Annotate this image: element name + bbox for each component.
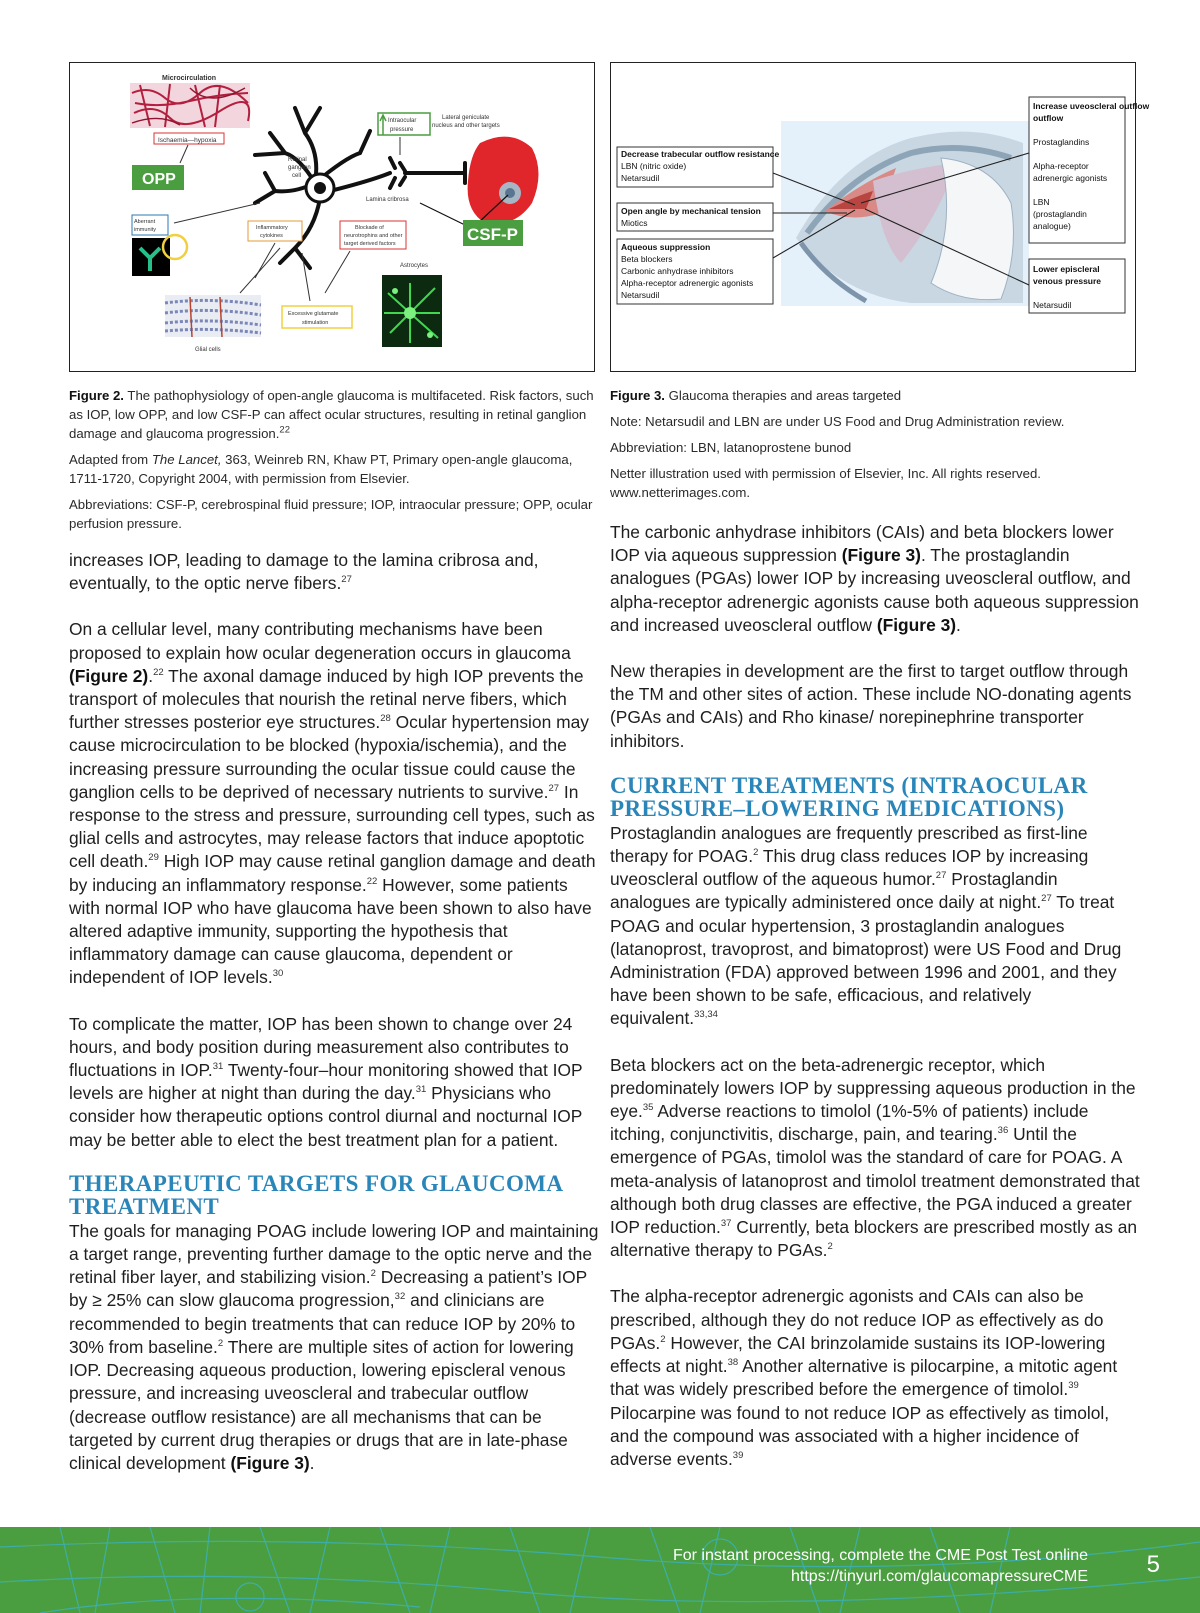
right-paragraph-3: Prostaglandin analogues are frequently prescribed as first-line therapy for POAG.$^2$ This drug class reduces IOP by increasing uveoscleral outflow of the aqueous humor.$^{27}$ Prostaglandin analogues are typically administered once daily at night.$^{27}$ To treat POAG and ocular hypertension, 3 prostaglandin analogues (latanoprost, travoprost, and bimatoprost) were US Food and Drug Administration (FDA) approved between 1996 and 2001, and they have been shown to be safe, efficacious, and relatively equivalent.$^{33,34}$ xyxy=(610,822,1122,1029)
fig2-lgn-l1: Lateral geniculate xyxy=(442,115,490,121)
box-aqueous-line4: Netarsudil xyxy=(621,290,660,300)
fig2-glutamate-l1: Excessive glutamate xyxy=(288,311,339,317)
left-paragraph-4: The goals for managing POAG include lowering IOP and maintaining a target range, preventing further damage to the optic nerve and the retinal fiber layer, and stabilizing vision.$^2$ Decreasing a patient’s IOP by ≥ 25% can slow glaucoma progression,$^{32}$ and clinicians are recommended to begin treatments that can reduce IOP by 20% to 30% from baseline.$^2$ There are multiple sites of action for lowering IOP. Decreasing aqueous production, lowering episcleral venous pressure, and increasing uveoscleral and trabecular outflow (decrease outflow resistance) are all mechanisms that can be targeted by current drug therapies or drugs that are in late-phase clinical development (Figure 3). xyxy=(69,1220,599,1473)
left-paragraph-2: On a cellular level, many contributing mechanisms have been proposed to explain how ocular degeneration occurs in glaucoma (Figure 2).$^{22}$ The axonal damage induced by high IOP prevents the transport of molecules that nourish the retinal nerve fibers, which further stresses posterior eye structures.$^{28}$ Ocular hypertension may cause microcirculation to be blocked (hypoxia/ischemia), and the increasing pressure surrounding the ocular tissue could cause the ganglion cells to be deprived of necessary nutrients to survive.$^{27}$ In response to the stress and pressure, surrounding cell types, such as glial cells and astrocytes, may release factors that induce apoptotic cell death.$^{29}$ High IOP may cause retinal ganglion damage and death by inducing an inflammatory response.$^{22}$ However, some patients with normal IOP who have glaucoma have been shown to also have altered adaptive immunity, supporting the hypothesis that inflammatory damage can cause glaucoma, dependent or independent of IOP levels.$^{30}$ xyxy=(69,619,596,988)
microcirculation-image xyxy=(130,83,250,128)
box-aqueous-line1: Beta blockers xyxy=(621,254,673,264)
fig2-astrocytes-label: Astrocytes xyxy=(400,263,429,269)
fig2-inflammatory-l2: cytokines xyxy=(260,233,283,239)
fig2-caption-ref: 22 xyxy=(279,424,290,436)
fig2-ischaemia-label: Ischaemia—hypoxia xyxy=(158,137,217,144)
astrocytes-image xyxy=(382,275,442,347)
figure-3-svg xyxy=(611,63,1150,373)
fig2-rgc-l2: ganglion xyxy=(288,165,311,171)
fig2-inflammatory-l1: Inflammatory xyxy=(256,225,288,231)
figure-3-caption xyxy=(610,386,1136,509)
csfp-label: CSF-P xyxy=(467,225,518,244)
fig2-adapted-journal: The Lancet, xyxy=(151,452,222,467)
fig2-caption-label: Figure 2. xyxy=(69,388,124,403)
opp-label: OPP xyxy=(142,171,176,188)
fig2-abbreviations: Abbreviations: CSF-P, cerebrospinal fluid pressure; IOP, intraocular pressure; OPP, ocular perfusion pressure. xyxy=(69,497,593,531)
left-paragraph-1: increases IOP, leading to damage to the lamina cribrosa and, eventually, to the optic nerve fibers.$^{27}$ xyxy=(69,550,539,594)
page-number: 5 xyxy=(1146,1551,1160,1578)
figure-2-svg xyxy=(70,63,596,373)
fig2-glial-label: Glial cells xyxy=(195,347,221,353)
right-column xyxy=(610,521,1140,1471)
box-trabecular-line2: Netarsudil xyxy=(621,173,660,183)
glial-cells-image xyxy=(165,295,261,337)
fig2-lgn-l2: nucleus and other targets xyxy=(432,123,500,129)
csf-target-illustration xyxy=(468,137,539,224)
box-uveoscleral-line1: Prostaglandins xyxy=(1033,137,1090,147)
box-open-angle-line1: Miotics xyxy=(621,218,648,228)
box-aqueous-line3: Alpha-receptor adrenergic agonists xyxy=(621,278,754,288)
svg-text:LBN: LBN xyxy=(1033,197,1050,207)
svg-text:(prostaglandin: (prostaglandin xyxy=(1033,209,1087,219)
box-aqueous-title: Aqueous suppression xyxy=(621,242,711,252)
fig3-caption-text: Glaucoma therapies and areas targeted xyxy=(668,388,902,403)
box-episcleral-line1: Netarsudil xyxy=(1033,300,1072,310)
svg-text:analogue): analogue) xyxy=(1033,221,1071,231)
fig2-rgc-l3: cell xyxy=(292,173,302,179)
svg-text:venous pressure: venous pressure xyxy=(1033,276,1102,286)
svg-text:adrenergic agonists: adrenergic agonists xyxy=(1033,173,1108,183)
fig2-microcirculation-label: Microcirculation xyxy=(162,75,217,82)
svg-text:outflow: outflow xyxy=(1033,113,1064,123)
figure-2-caption xyxy=(69,386,595,540)
box-uveoscleral-title: Increase uveoscleral outflow xyxy=(1033,101,1150,111)
page-footer xyxy=(0,1527,1200,1613)
box-trabecular-line1: LBN (nitric oxide) xyxy=(621,161,687,171)
therapeutic-targets-heading: THERAPEUTIC TARGETS FOR GLAUCOMA TREATMENT xyxy=(69,1170,563,1219)
svg-text:Lower episcleral: Lower episcleral xyxy=(1033,264,1100,274)
fig2-blockade-l3: target derived factors xyxy=(344,241,396,247)
cme-post-test-note xyxy=(673,1545,1088,1587)
fig2-iop-l1: Intraocular xyxy=(388,118,417,124)
fig2-adapted-rest: 363, Weinreb RN, Khaw PT, Primary open-angle glaucoma, 1711-1720, Copyright 2004, with permission from Elsevier. xyxy=(69,452,573,486)
cme-url-link[interactable]: https://tinyurl.com/glaucomapressureCME xyxy=(791,1568,1088,1585)
fig2-glutamate-l2: stimulation xyxy=(302,320,329,326)
fig2-aberrant-l1: Aberrant xyxy=(134,219,156,225)
left-paragraph-3: To complicate the matter, IOP has been shown to change over 24 hours, and body position during measurement also contributes to fluctuations in IOP.$^{31}$ Twenty-four–hour monitoring showed that IOP levels are higher at night than during the day.$^{31}$ Physicians who consider how therapeutic options control diurnal and nocturnal IOP may be better able to elect the best treatment plan for a patient. xyxy=(69,1013,583,1150)
box-aqueous-line2: Carbonic anhydrase inhibitors xyxy=(621,266,734,276)
left-column xyxy=(69,549,599,1475)
right-paragraph-4: Beta blockers act on the beta-adrenergic receptor, which predominately lowers IOP by suppressing aqueous production in the eye.$^{35}$ Adverse reactions to timolol (1%-5% of patients) include itching, conjunctivitis, discharge, pain, and tearing.$^{36}$ Until the emergence of PGAs, timolol was the standard of care for POAG. A meta-analysis of latanoprost and timolol treatment demonstrated that although both drug classes are effective, the PGA induced a greater IOP reduction.$^{37}$ Currently, beta blockers are prescribed mostly as an alternative therapy to PGAs.$^2$ xyxy=(610,1054,1140,1261)
fig2-aberrant-l2: immunity xyxy=(134,227,157,233)
box-open-angle-title: Open angle by mechanical tension xyxy=(621,206,761,216)
right-paragraph-1: The carbonic anhydrase inhibitors (CAIs) and beta blockers lower IOP via aqueous suppression (Figure 3). The prostaglandin analogues (PGAs) lower IOP by increasing uveoscleral outflow, and alpha-receptor adrenergic agonists cause both aqueous suppression and increased uveoscleral outflow (Figure 3). xyxy=(610,522,1139,635)
fig2-lamina-label: Lamina cribrosa xyxy=(366,197,409,203)
svg-text:Alpha-receptor: Alpha-receptor xyxy=(1033,161,1089,171)
right-paragraph-2: New therapies in development are the first to target outflow through the TM and other sites of action. These include NO-donating agents (PGAs and CAIs) and Rho kinase/ norepinephrine transporter inhibitors. xyxy=(610,661,1132,751)
cme-instruction: For instant processing, complete the CME Post Test online xyxy=(672,1547,1088,1564)
fig2-iop-l2: pressure xyxy=(390,127,414,133)
fig2-blockade-l2: neurotrophins and other xyxy=(344,233,403,239)
figure-2-diagram xyxy=(69,62,595,372)
box-trabecular-title: Decrease trabecular outflow resistance xyxy=(621,149,780,159)
fig2-rgc-l1: Retinal xyxy=(288,157,307,163)
fig2-caption-text: The pathophysiology of open-angle glaucoma is multifaceted. Risk factors, such as IOP, low OPP, and low CSF-P can affect ocular structures, resulting in retinal ganglion damage and glaucoma progression. xyxy=(69,388,594,441)
right-paragraph-5: The alpha-receptor adrenergic agonists and CAIs can also be prescribed, although they do not reduce IOP as effectively as do PGAs.$^2$ However, the CAI brinzolamide sustains its IOP-lowering effects at night.$^{38}$ Another alternative is pilocarpine, a mitotic agent that was widely prescribed before the emergence of timolol.$^{39}$ Pilocarpine was found to not reduce IOP as effectively as timolol, and the compound was associated with a higher incidence of adverse events.$^{39}$ xyxy=(610,1286,1118,1469)
fig2-blockade-l1: Blockade of xyxy=(355,225,384,231)
figure-3-diagram xyxy=(610,62,1150,372)
fig2-adapted-prefix: Adapted from xyxy=(69,452,152,467)
fig3-note: Note: Netarsudil and LBN are under US Food and Drug Administration review. xyxy=(610,414,1065,429)
fig3-credit: Netter illustration used with permission of Elsevier, Inc. All rights reserved. www.netterimages.com. xyxy=(610,466,1041,500)
fig3-abbreviation: Abbreviation: LBN, latanoprostene bunod xyxy=(610,440,852,455)
fig3-caption-label: Figure 3. xyxy=(610,388,665,403)
current-treatments-heading: CURRENT TREATMENTS (INTRAOCULAR PRESSURE–LOWERING MEDICATIONS) xyxy=(610,772,1088,821)
